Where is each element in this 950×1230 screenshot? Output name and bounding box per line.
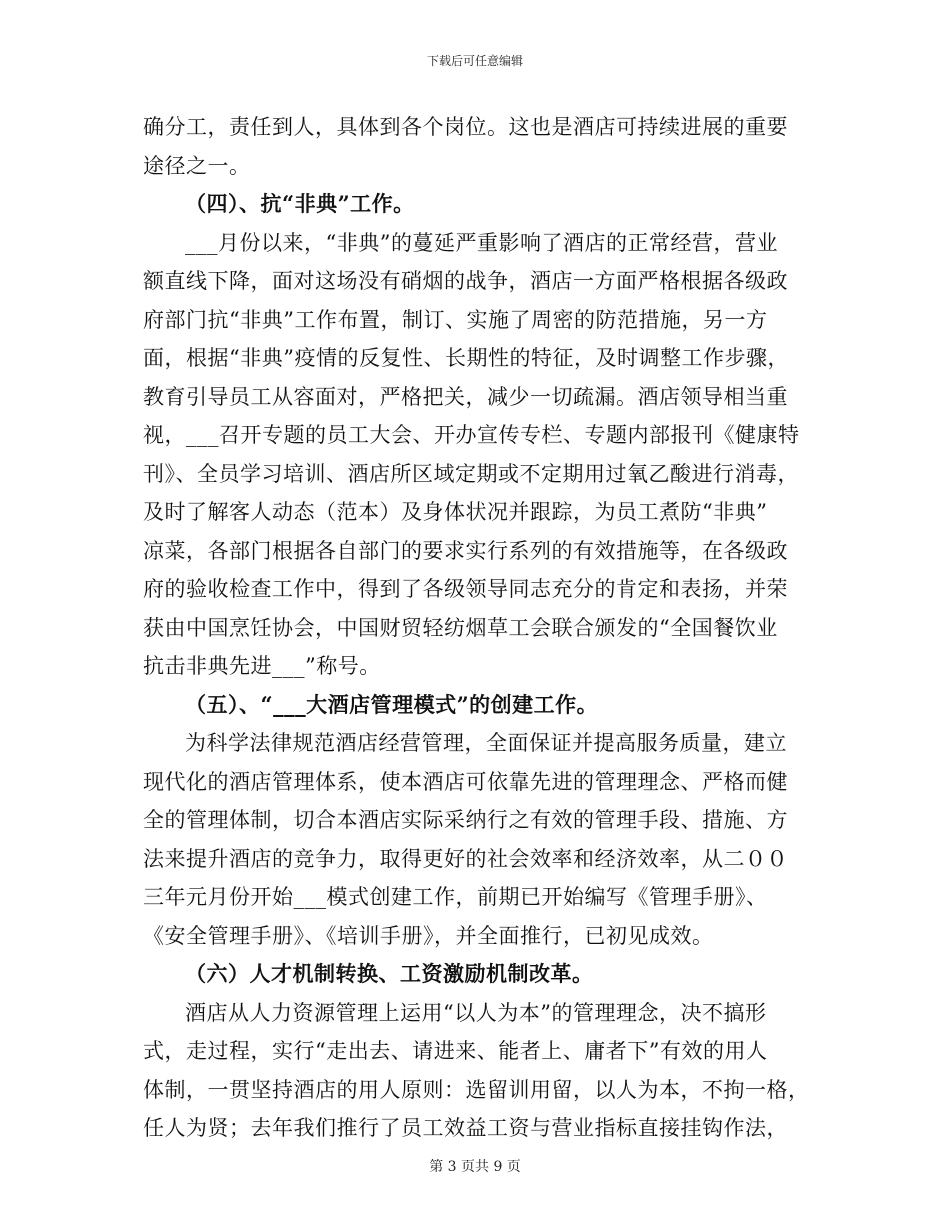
body-text-line: ___月份以来，“非典”的蔓延严重影响了酒店的正常经营，营业 xyxy=(185,230,778,255)
body-text-line: 三年元月份开始___模式创建工作，前期已开始编写《管理手册》、 xyxy=(143,885,768,909)
body-text-line: 抗击非典先进___”称号。 xyxy=(143,654,381,678)
body-text-line: 现代化的酒店管理体系，使本酒店可依靠先进的管理理念、严格而健 xyxy=(143,769,788,794)
section-heading: （四）、抗“非典”工作。 xyxy=(185,191,415,216)
body-text-line: 途径之一。 xyxy=(143,153,251,178)
section-heading: （六）人才机制转换、工资激励机制改革。 xyxy=(185,961,594,986)
body-text-line: 为科学法律规范酒店经营管理，全面保证并提高服务质量，建立 xyxy=(185,731,787,755)
body-text-line: 及时了解客人动态（范本）及身体状况并跟踪，为员工煮防“非典” xyxy=(143,500,768,524)
section-heading: （五）、“___大酒店管理模式”的创建工作。 xyxy=(185,691,599,717)
body-text-line: 视，___召开专题的员工大会、开办宣传专栏、专题内部报刊《健康特 xyxy=(143,423,800,447)
body-text-line: 获由中国烹饪协会，中国财贸轻纺烟草工会联合颁发的“全国餐饮业 xyxy=(143,615,778,640)
body-text-line: 确分工，责任到人，具体到各个岗位。这也是酒店可持续进展的重要 xyxy=(143,115,788,139)
page-number-footer: 第 3 页共 9 页 xyxy=(429,1159,521,1175)
body-text-line: 体制，一贯坚持酒店的用人原则：选留训用留，以人为本，不拘一格， xyxy=(143,1077,810,1102)
body-text-line: 全的管理体制，切合本酒店实际采纳行之有效的管理手段、措施、方 xyxy=(143,808,788,832)
body-text-line: 刊》、全员学习培训、酒店所区域定期或不定期用过氧乙酸进行消毒， xyxy=(143,461,799,486)
page-header-note: 下载后可任意编辑 xyxy=(426,54,523,68)
body-text-line: 酒店从人力资源管理上运用“以人为本”的管理理念，决不搞形 xyxy=(185,1000,767,1025)
body-text-line: 额直线下降，面对这场没有硝烟的战争，酒店一方面严格根据各级政 xyxy=(143,269,788,293)
body-text-line: 面，根据“非典”疫情的反复性、长期性的特征，及时调整工作步骤， xyxy=(143,346,789,370)
body-text-line: 《安全管理手册》、《培训手册》，并全面推行，已初见成效。 xyxy=(143,923,714,948)
body-text-line: 府的验收检查工作中，得到了各级领导同志充分的肯定和表扬，并荣 xyxy=(143,577,788,601)
body-text-line: 教育引导员工从容面对，严格把关，减少一切疏漏。酒店领导相当重 xyxy=(143,384,788,409)
body-text-line: 凉菜，各部门根据各自部门的要求实行系列的有效措施等，在各级政 xyxy=(143,538,788,563)
body-text-line: 式，走过程，实行“走出去、请进来、能者上、庸者下”有效的用人 xyxy=(143,1039,768,1063)
document-body xyxy=(143,108,808,1148)
body-text-line: 法来提升酒店的竞争力，取得更好的社会效率和经济效率，从二００ xyxy=(143,846,788,871)
body-text-line: 任人为贤；去年我们推行了员工效益工资与营业指标直接挂钩作法， xyxy=(143,1116,788,1140)
body-text-line: 府部门抗“非典”工作布置，制订、实施了周密的防范措施，另一方 xyxy=(143,307,768,332)
